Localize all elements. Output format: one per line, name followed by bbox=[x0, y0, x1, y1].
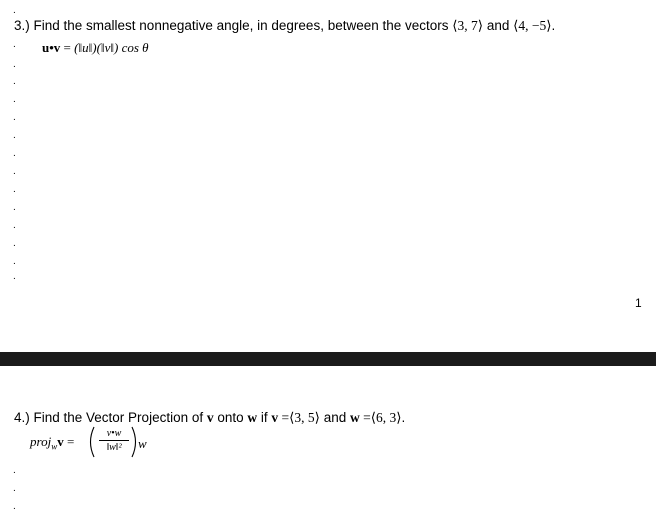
left-paren-icon bbox=[86, 426, 96, 458]
question-4-prefix: 4.) Find the Vector Projection of bbox=[14, 410, 207, 425]
question-4-v2: v bbox=[271, 410, 279, 425]
formula-proj-subscript: w bbox=[51, 441, 58, 452]
bullet-dot: . bbox=[13, 112, 16, 123]
formula-v: v bbox=[53, 40, 61, 55]
question-4-onto: onto bbox=[213, 410, 248, 425]
bullet-dot: . bbox=[13, 59, 16, 70]
formula-u: u bbox=[42, 40, 50, 55]
bullet-dot: . bbox=[13, 220, 16, 231]
page-separator bbox=[0, 352, 656, 366]
bullet-dot: . bbox=[13, 238, 16, 249]
vector-1: ⟨3, 7⟩ bbox=[452, 18, 484, 33]
bullet-dot: . bbox=[13, 271, 16, 282]
question-3-end: . bbox=[551, 18, 556, 33]
bullet-dot: . bbox=[13, 483, 16, 494]
question-3-text bbox=[14, 18, 555, 34]
fraction-denominator: ‖w‖² bbox=[106, 442, 122, 453]
question-4-if: if bbox=[257, 410, 272, 425]
fraction bbox=[96, 428, 132, 454]
formula-proj: proj bbox=[30, 434, 52, 449]
bullet-dot: . bbox=[13, 184, 16, 195]
fraction-numerator: v•w bbox=[106, 428, 122, 439]
formula-equals: = bbox=[60, 40, 75, 55]
formula-dot: • bbox=[49, 40, 54, 55]
question-4-text bbox=[14, 410, 405, 426]
vector-w: ⟨6, 3⟩ bbox=[370, 410, 402, 425]
question-4-v: v bbox=[206, 410, 214, 425]
formula-w: w bbox=[138, 436, 147, 451]
formula-rhs: (‖u‖)(‖v‖) cos θ bbox=[74, 40, 149, 55]
dot-product-formula bbox=[42, 40, 149, 56]
bullet-dot: . bbox=[13, 76, 16, 87]
bullet-dot: . bbox=[13, 166, 16, 177]
formula-proj-v: v bbox=[57, 434, 64, 449]
bullet-dot: . bbox=[13, 202, 16, 213]
bullet-dot: . bbox=[13, 5, 16, 16]
question-4-end: . bbox=[401, 410, 406, 425]
bullet-dot: . bbox=[13, 130, 16, 141]
bullet-dot: . bbox=[13, 465, 16, 476]
question-4-w: w bbox=[247, 410, 258, 425]
vector-2: ⟨4, −5⟩ bbox=[513, 18, 552, 33]
question-4-eq1: = bbox=[278, 410, 290, 425]
vector-v: ⟨3, 5⟩ bbox=[289, 410, 320, 425]
question-4-eq2: = bbox=[359, 410, 371, 425]
question-4-and: and bbox=[319, 410, 350, 425]
question-3-prefix: 3.) Find the smallest nonnegative angle, in degrees, between the vectors bbox=[14, 18, 453, 33]
formula-equals: = bbox=[63, 434, 75, 449]
bullet-dot: . bbox=[13, 256, 16, 267]
bullet-dot: . bbox=[13, 501, 16, 512]
fraction-bar bbox=[99, 440, 129, 441]
bullet-dot: . bbox=[13, 39, 16, 50]
page-number: 1 bbox=[635, 296, 642, 310]
bullet-dot: . bbox=[13, 94, 16, 105]
question-4-w2: w bbox=[349, 410, 360, 425]
bullet-dot: . bbox=[13, 148, 16, 159]
question-3-and: and bbox=[483, 18, 514, 33]
